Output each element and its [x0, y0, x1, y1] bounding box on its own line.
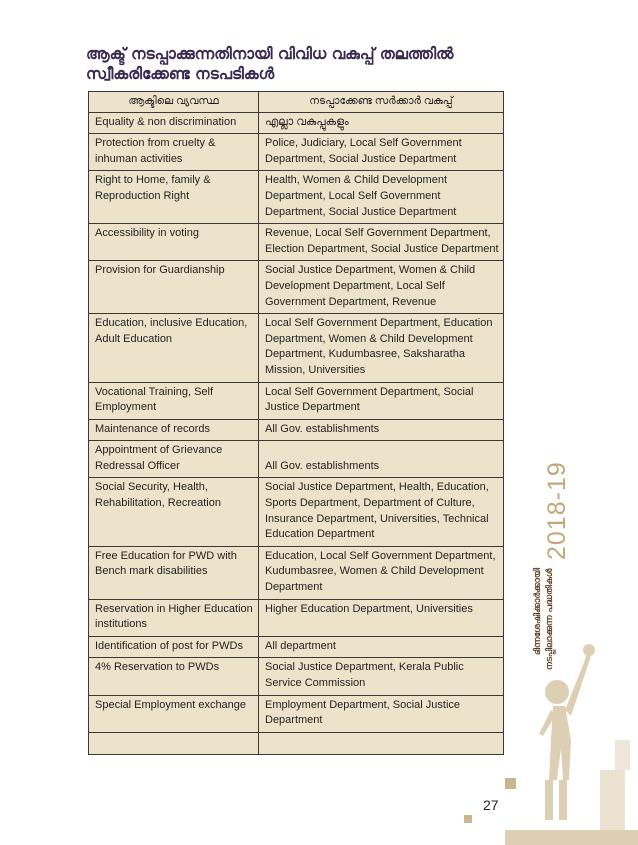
decorative-square	[505, 778, 516, 789]
department-cell: Local Self Government Department, Education Department, Women & Child Development Department, Kudumbasree, Saksharatha Mission, Universities	[259, 314, 504, 382]
table-row	[89, 112, 504, 134]
provision-cell: Right to Home, family & Reproduction Right	[89, 171, 259, 224]
provision-cell: Equality & non discrimination	[89, 112, 259, 134]
provision-cell	[89, 732, 259, 754]
provision-cell: 4% Reservation to PWDs	[89, 658, 259, 695]
department-cell: Higher Education Department, Universities	[259, 599, 504, 636]
department-cell: Health, Women & Child Development Department, Local Self Government Department, Social Justice Department	[259, 171, 504, 224]
column-header-provision: ആക്ടിലെ വ്യവസ്ഥ	[89, 92, 259, 113]
department-cell: All department	[259, 636, 504, 658]
department-cell: Social Justice Department, Health, Education, Sports Department, Department of Culture, Insurance Department, Universities, Technical Education Department	[259, 478, 504, 546]
provision-cell: Special Employment exchange	[89, 695, 259, 732]
decorative-square	[464, 815, 472, 823]
table-row	[89, 171, 504, 224]
sidebar-subtitle-line-2: നടപ്പിലാക്കുന്ന പദ്ധതികൾ	[545, 568, 555, 670]
department-cell: Police, Judiciary, Local Self Government Department, Social Justice Department	[259, 134, 504, 171]
department-cell: Employment Department, Social Justice Department	[259, 695, 504, 732]
table-row	[89, 695, 504, 732]
table-row	[89, 636, 504, 658]
provision-cell: Social Security, Health, Rehabilitation, Recreation	[89, 478, 259, 546]
provision-cell: Free Education for PWD with Bench mark disabilities	[89, 546, 259, 599]
title-line-1: ആക്ട് നടപ്പാക്കുന്നതിനായി വിവിധ വകുപ്പ് തലത്തിൽ	[86, 45, 454, 63]
department-cell: Revenue, Local Self Government Department, Election Department, Social Justice Department	[259, 224, 504, 261]
provision-cell: Provision for Guardianship	[89, 261, 259, 314]
table-header-row	[89, 92, 504, 113]
table-row	[89, 382, 504, 419]
table-row	[89, 261, 504, 314]
page-title	[86, 44, 526, 84]
department-cell: Social Justice Department, Kerala Public Service Commission	[259, 658, 504, 695]
table-row	[89, 732, 504, 754]
table-row	[89, 419, 504, 441]
child-silhouette-illustration	[505, 630, 638, 845]
provision-cell: Education, inclusive Education, Adult Education	[89, 314, 259, 382]
department-cell	[259, 732, 504, 754]
provision-cell: Accessibility in voting	[89, 224, 259, 261]
department-cell: Social Justice Department, Women & Child Development Department, Local Self Government Department, Revenue	[259, 261, 504, 314]
table-row	[89, 478, 504, 546]
department-cell: All Gov. establishments	[259, 441, 504, 478]
department-cell: Local Self Government Department, Social Justice Department	[259, 382, 504, 419]
table-row	[89, 658, 504, 695]
column-header-department: നടപ്പാക്കേണ്ട സർക്കാർ വകുപ്പ്	[259, 92, 504, 113]
sidebar-subtitle-line-1: ഭിന്നശേഷിക്കാർക്കായി	[533, 567, 543, 655]
table-row	[89, 134, 504, 171]
provisions-table	[88, 91, 504, 755]
table-row	[89, 441, 504, 478]
department-cell: എല്ലാ വകുപ്പുകളും	[259, 112, 504, 134]
provision-cell: Maintenance of records	[89, 419, 259, 441]
page-number: 27	[483, 797, 499, 813]
table-row	[89, 314, 504, 382]
year-label: 2018-19	[543, 461, 571, 560]
table-row	[89, 599, 504, 636]
provision-cell: Reservation in Higher Education institutions	[89, 599, 259, 636]
department-cell: Education, Local Self Government Department, Kudumbasree, Women & Child Development Department	[259, 546, 504, 599]
department-cell: All Gov. establishments	[259, 419, 504, 441]
provision-cell: Protection from cruelty & inhuman activities	[89, 134, 259, 171]
title-line-2: സ്വീകരിക്കേണ്ട നടപടികൾ	[86, 65, 275, 83]
table-row	[89, 224, 504, 261]
provision-cell: Appointment of Grievance Redressal Officer	[89, 441, 259, 478]
provision-cell: Identification of post for PWDs	[89, 636, 259, 658]
table-row	[89, 546, 504, 599]
provision-cell: Vocational Training, Self Employment	[89, 382, 259, 419]
